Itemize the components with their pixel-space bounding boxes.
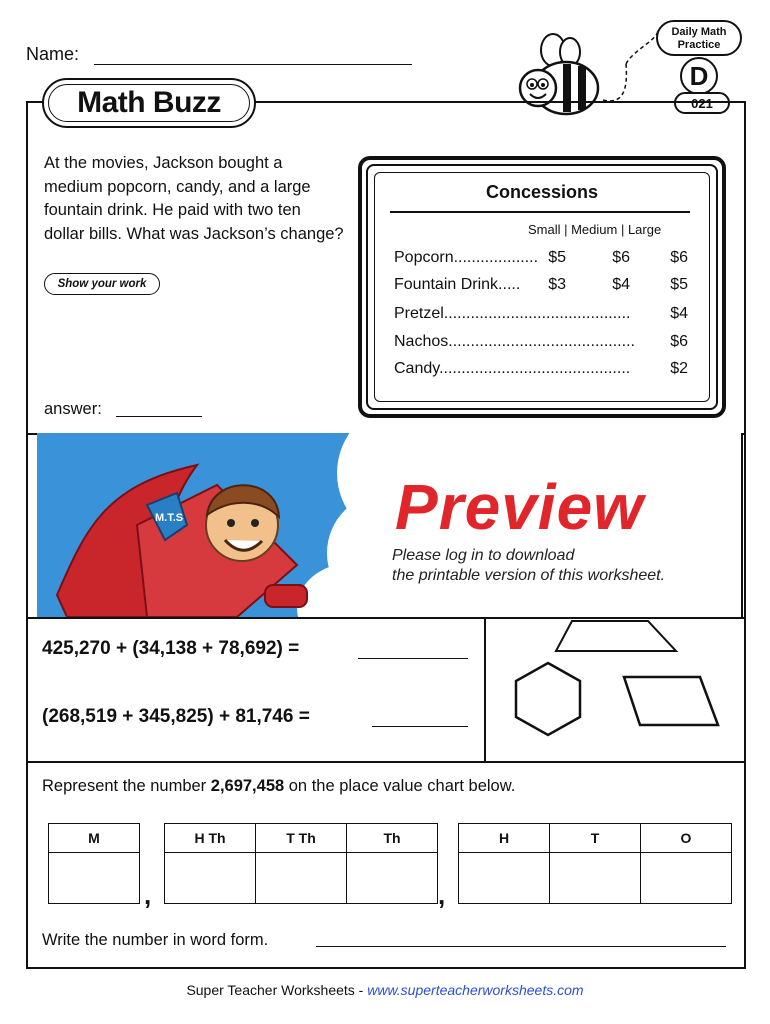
- answer-label: answer:: [44, 400, 102, 418]
- concession-item: Fountain Drink.....: [394, 276, 521, 293]
- equation-1-answer-line[interactable]: [358, 658, 468, 659]
- trapezoid-icon: [556, 621, 676, 651]
- concession-item: Candy...........................................: [394, 360, 631, 377]
- footer-link[interactable]: www.superteacherworksheets.com: [367, 982, 584, 998]
- word-form-prompt: Write the number in word form.: [42, 931, 269, 949]
- badge-letter: D: [680, 57, 718, 95]
- footer-text: Super Teacher Worksheets -: [186, 982, 368, 998]
- preview-title: Preview: [395, 471, 644, 543]
- footer: [0, 982, 770, 998]
- concessions-title: Concessions: [485, 182, 599, 202]
- pv-cell-t[interactable]: [550, 853, 641, 904]
- pv-cell-m[interactable]: [49, 853, 140, 904]
- preview-line1: Please log in to download: [392, 547, 575, 564]
- concession-price: $6: [670, 333, 688, 350]
- pv-header-hth: H Th: [165, 824, 256, 853]
- concessions-rule: [390, 211, 690, 213]
- badge-line1: Daily Math: [671, 26, 727, 38]
- daily-math-badge: [656, 20, 742, 56]
- concession-price: $6: [612, 249, 630, 266]
- preview-message: [392, 546, 665, 586]
- place-value-group-ones: [458, 823, 732, 904]
- badge-line2: Practice: [677, 39, 721, 51]
- superhero-icon: [47, 445, 327, 617]
- place-value-group-millions: [48, 823, 140, 904]
- section-divider: [26, 761, 746, 763]
- answer-line[interactable]: [116, 416, 202, 417]
- target-number: 2,697,458: [210, 777, 285, 795]
- concession-price: $2: [670, 360, 688, 377]
- show-work-badge: Show your work: [44, 273, 160, 295]
- concession-price: $4: [612, 276, 630, 293]
- concession-item: Pretzel..........................................: [394, 305, 631, 322]
- pv-cell-tth[interactable]: [256, 853, 347, 904]
- equation-2: (268,519 + 345,825) + 81,746 =: [42, 706, 310, 727]
- hexagon-icon: [516, 663, 580, 735]
- vertical-divider: [484, 617, 486, 761]
- pv-cell-th[interactable]: [347, 853, 438, 904]
- place-value-group-thousands: [164, 823, 438, 904]
- concession-price: $5: [670, 276, 688, 293]
- preview-line2: the printable version of this worksheet.: [392, 567, 666, 584]
- concession-price: $3: [548, 276, 566, 293]
- pv-cell-hth[interactable]: [165, 853, 256, 904]
- name-label: Name:: [26, 44, 80, 64]
- prompt-after: on the place value chart below.: [284, 777, 516, 795]
- title-pill: [42, 78, 256, 128]
- equation-2-answer-line[interactable]: [372, 726, 468, 727]
- word-form-line[interactable]: [316, 946, 726, 947]
- comma-separator: ,: [144, 880, 152, 910]
- badge-number: 021: [674, 92, 730, 114]
- word-problem: At the movies, Jackson bought a medium popcorn, candy, and a large fountain drink. He paid with two ten dollar bills. What was Jackson’s change?: [44, 154, 344, 243]
- concession-item: Nachos..........................................: [394, 333, 635, 350]
- concession-price: $6: [670, 249, 688, 266]
- pv-header-t: T: [550, 824, 641, 853]
- shield-text: M.T.S: [155, 512, 184, 524]
- concession-item: Popcorn...................: [394, 249, 539, 266]
- parallelogram-icon: [624, 677, 718, 725]
- pv-cell-o[interactable]: [641, 853, 732, 904]
- equation-1: 425,270 + (34,138 + 78,692) =: [42, 638, 300, 659]
- pv-header-o: O: [641, 824, 732, 853]
- shapes-panel: [500, 619, 730, 759]
- concession-price: $4: [670, 305, 688, 322]
- page-title: Math Buzz: [48, 84, 250, 122]
- pv-header-tth: T Th: [256, 824, 347, 853]
- pv-header-th: Th: [347, 824, 438, 853]
- pv-header-m: M: [49, 824, 140, 853]
- prompt-before: Represent the number: [42, 777, 211, 795]
- right-edge: [741, 433, 743, 617]
- pv-cell-h[interactable]: [459, 853, 550, 904]
- concessions-size-headers: Small | Medium | Large: [528, 222, 662, 237]
- place-value-prompt: [42, 777, 515, 796]
- comma-separator: ,: [438, 880, 446, 910]
- concession-price: $5: [548, 249, 566, 266]
- pv-header-h: H: [459, 824, 550, 853]
- name-line[interactable]: [94, 64, 412, 65]
